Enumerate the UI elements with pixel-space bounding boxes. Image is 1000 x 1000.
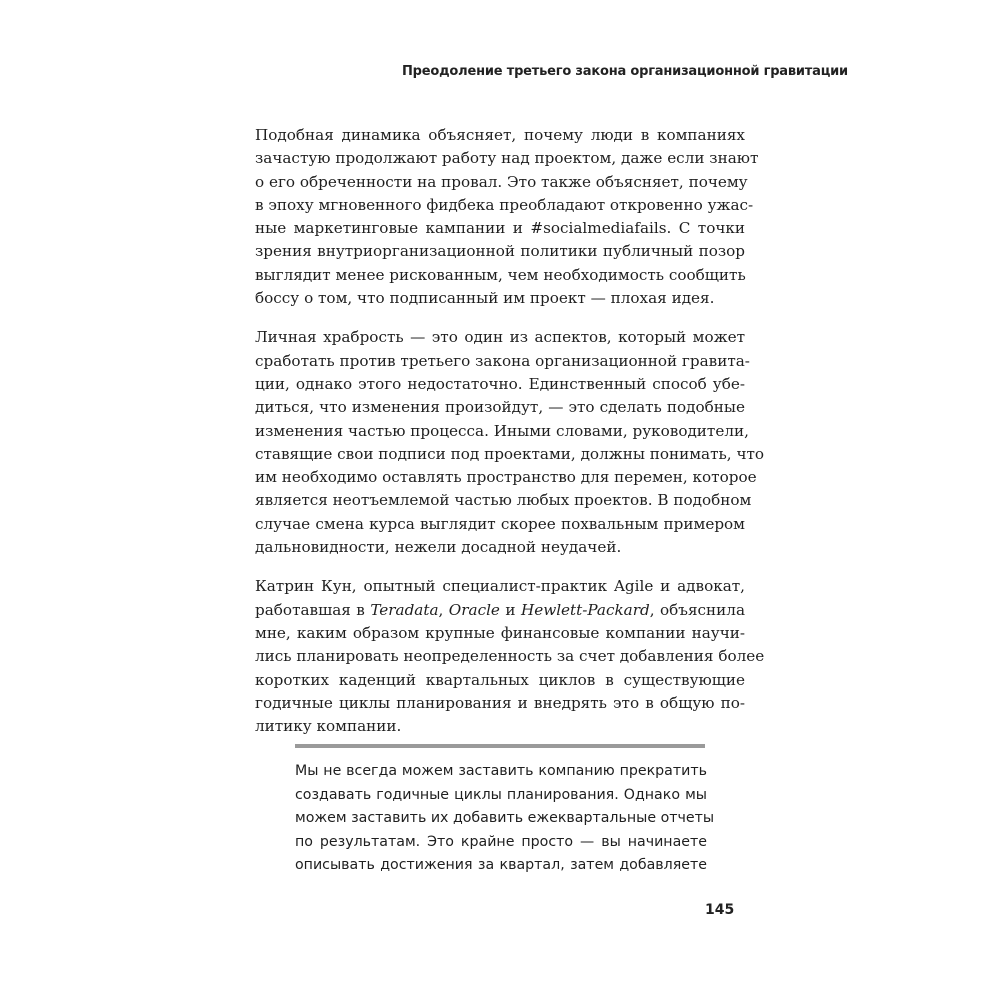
page-number: 145 [705, 902, 735, 918]
quote-divider [295, 744, 705, 748]
text-line: коротких каденций квартальных циклов в существующие [255, 670, 745, 689]
quote-block [295, 760, 715, 878]
text-line: Катрин Кун, опытный специалист-практик Agile и адвокат, [255, 577, 745, 596]
text-fragment: , объяснила [649, 600, 746, 619]
text-line: случае смена курса выглядит скорее похвальным примером [255, 514, 745, 533]
text-line: им необходимо оставлять пространство для перемен, которое [255, 468, 757, 487]
company-name: Hewlett-Packard [520, 600, 650, 619]
text-line: Подобная динамика объясняет, почему люди в компаниях [255, 126, 745, 144]
text-line: ные маркетинговые кампании и #socialmediafails. С точки [255, 219, 745, 238]
text-line: боссу о том, что подписанный им проект — плохая идея. [255, 289, 715, 308]
quote-line: описывать достижения за квартал, затем добавляете [295, 857, 707, 874]
quote-line: по результатам. Это крайне просто — вы начинаете [295, 833, 707, 850]
paragraph-1 [255, 124, 759, 310]
running-head: Преодоление третьего закона организационной гравитации [402, 64, 848, 79]
company-name: Teradata [370, 600, 439, 619]
paragraph-2 [255, 326, 765, 559]
text-fragment: и [499, 600, 521, 619]
text-fragment: , [438, 600, 449, 619]
text-line: мне, каким образом крупные финансовые компании научи- [255, 623, 745, 642]
text-line: о его обреченности на провал. Это также объясняет, почему [255, 172, 748, 191]
text-line: дальновидности, нежели досадной неудачей. [255, 538, 622, 557]
text-line: в эпоху мгновенного фидбека преобладают откровенно ужас- [255, 195, 754, 214]
text-line: сработать против третьего закона организационной гравита- [255, 351, 750, 370]
text-line: литику компании. [255, 717, 402, 736]
text-line: является неотъемлемой частью любых проектов. В подобном [255, 491, 752, 510]
quote-line: можем заставить их добавить ежеквартальные отчеты [295, 810, 715, 827]
company-name: Oracle [448, 600, 500, 619]
text-fragment: работавшая в [255, 600, 371, 619]
text-line-companies [255, 599, 745, 622]
text-line: выглядит менее рискованным, чем необходимость сообщить [255, 265, 746, 284]
text-line: ции, однако этого недостаточно. Единственный способ убе- [255, 374, 745, 393]
text-line: ставящие свои подписи под проектами, должны понимать, что [255, 444, 765, 463]
paragraph-3 [255, 575, 765, 738]
text-line: лись планировать неопределенность за счет добавления более [255, 647, 765, 666]
body-text [255, 124, 765, 754]
text-line: диться, что изменения произойдут, — это сделать подобные [255, 398, 745, 417]
text-line: зрения внутриорганизационной политики публичный позор [255, 242, 745, 261]
text-line: Личная храбрость — это один из аспектов, который может [255, 328, 745, 347]
text-line: зачастую продолжают работу над проектом, даже если знают [255, 149, 759, 168]
quote-line: Мы не всегда можем заставить компанию прекратить [295, 763, 707, 779]
text-line: изменения частью процесса. Иными словами, руководители, [255, 421, 749, 440]
text-line: годичные циклы планирования и внедрять это в общую по- [255, 693, 745, 712]
quote-line: создавать годичные циклы планирования. Однако мы [295, 786, 707, 803]
